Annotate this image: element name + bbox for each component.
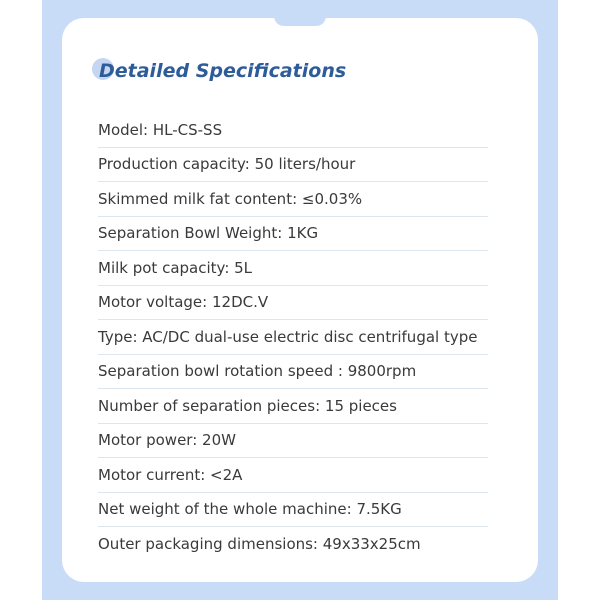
spec-list bbox=[98, 113, 488, 562]
spec-row: Separation Bowl Weight: 1KG bbox=[98, 217, 488, 252]
spec-row: Number of separation pieces: 15 pieces bbox=[98, 389, 488, 424]
spec-row: Separation bowl rotation speed : 9800rpm bbox=[98, 355, 488, 390]
spec-row: Type: AC/DC dual-use electric disc centrifugal type bbox=[98, 320, 488, 355]
spec-row: Outer packaging dimensions: 49x33x25cm bbox=[98, 535, 421, 554]
spec-row: Milk pot capacity: 5L bbox=[98, 251, 488, 286]
card-notch bbox=[274, 0, 326, 26]
spec-row: Net weight of the whole machine: 7.5KG bbox=[98, 493, 488, 528]
spec-row: Motor voltage: 12DC.V bbox=[98, 286, 488, 321]
page-title: Detailed Specifications bbox=[99, 60, 347, 82]
spec-row: Model: HL-CS-SS bbox=[98, 113, 488, 148]
spec-row: Motor power: 20W bbox=[98, 424, 488, 459]
spec-row: Skimmed milk fat content: ≤0.03% bbox=[98, 182, 488, 217]
spec-row: Motor current: <2A bbox=[98, 458, 488, 493]
spec-row: Production capacity: 50 liters/hour bbox=[98, 148, 488, 183]
